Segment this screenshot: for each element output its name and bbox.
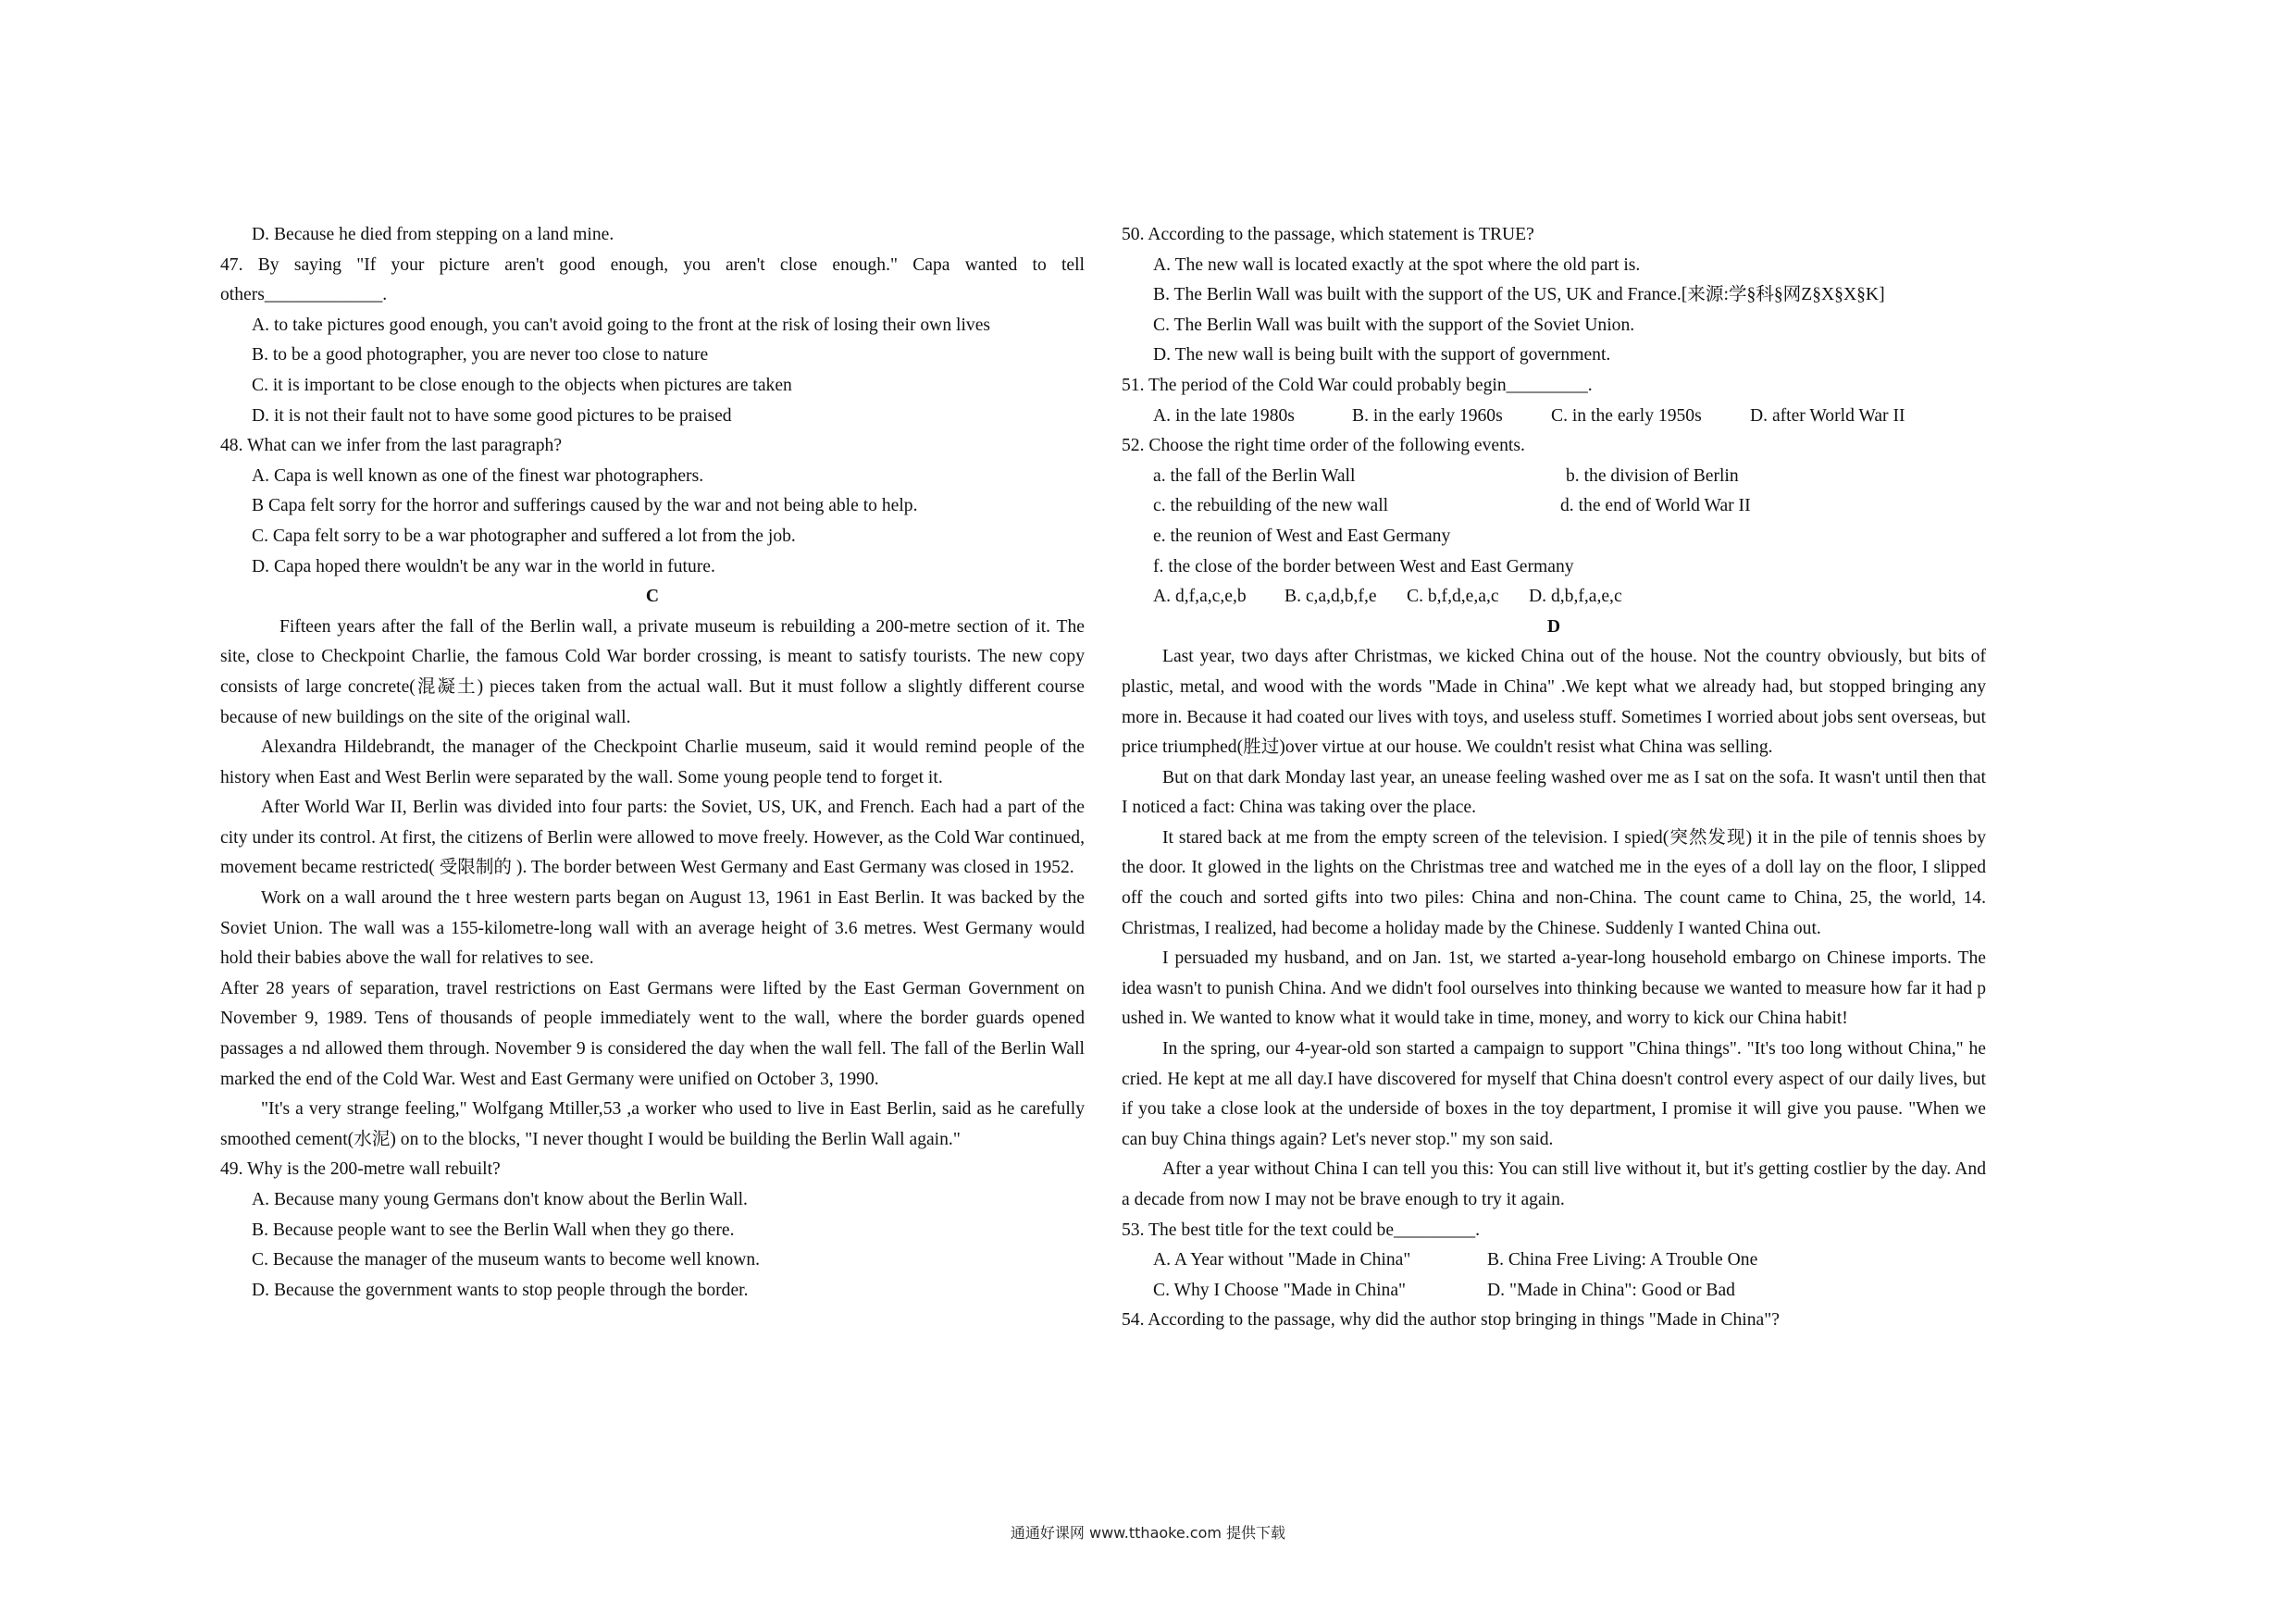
section-d-heading: D: [1546, 616, 1561, 637]
passage-d-paragraph-1: Last year, two days after Christmas, we kicked China out of the house. Not the country obviously, but bits of plastic, metal, and wood with the words "Made in China" .We kept what we already had, but stopped bringing any more in. Because it had coated our lives with toys, and useless stuff. Sometimes I worried about jobs sent overseas, but price triumphed(胜过)over virtue at our house. We couldn't resist what China was selling.: [1122, 647, 1986, 758]
q51-option-c: C. in the early 1950s: [1551, 405, 1702, 426]
q49-option-d: D. Because the government wants to stop people through the border.: [252, 1280, 749, 1300]
q48-option-d: D. Capa hoped there wouldn't be any war in the world in future.: [252, 556, 715, 576]
passage-c-paragraph-6: "It's a very strange feeling," Wolfgang Mtiller,53 ,a worker who used to live in East Berlin, said as he carefully smoothed cement(水泥) on to the blocks, "I never thought I would be building the Berlin Wall again.": [220, 1099, 1085, 1149]
q52-event-f: f. the close of the border between West and East Germany: [1153, 556, 1574, 576]
question-47: 47. By saying "If your picture aren't good enough, you aren't close enough." Capa wanted to tell others_____________.: [220, 254, 1085, 305]
q52-event-b: b. the division of Berlin: [1566, 465, 1739, 486]
q48-option-b: B Capa felt sorry for the horror and sufferings caused by the war and not being able to help.: [252, 496, 918, 516]
right-column: [1122, 220, 1986, 1336]
q51-options: [1122, 402, 1986, 432]
section-c-heading: C: [645, 587, 660, 607]
question-48: 48. What can we infer from the last paragraph?: [220, 436, 563, 456]
q49-option-a: A. Because many young Germans don't know about the Berlin Wall.: [252, 1190, 748, 1209]
passage-d-paragraph-6: After a year without China I can tell you this: You can still live without it, but it's getting costlier by the day. And a decade from now I may not be brave enough to try it again.: [1122, 1159, 1986, 1209]
q50-option-a: A. The new wall is located exactly at the spot where the old part is.: [1153, 254, 1641, 275]
question-54: 54. According to the passage, why did the author stop bringing in things "Made in China"?: [1122, 1310, 1780, 1331]
q49-option-c: C. Because the manager of the museum wants to become well known.: [252, 1250, 761, 1270]
q47-option-a: A. to take pictures good enough, you can't avoid going to the front at the risk of losing their own lives: [252, 315, 991, 335]
q52-option-c: C. b,f,d,e,a,c: [1407, 587, 1499, 607]
q51-option-a: A. in the late 1980s: [1153, 405, 1295, 426]
q52-events-row-1: [1122, 462, 1986, 492]
page-footer: 通通好课网 www.tthaoke.com 提供下载: [1010, 1524, 1286, 1542]
q49-option-b: B. Because people want to see the Berlin Wall when they go there.: [252, 1220, 735, 1240]
passage-d-paragraph-5: In the spring, our 4-year-old son started a campaign to support "China things". "It's too long without China," he cried. He kept at me all day.I have discovered for myself that China doesn't control every aspect of our daily lives, but if you take a close look at the underside of boxes in the toy department, I promise it will give you pause. "When we can buy China things again? Let's never stop." my son said.: [1122, 1039, 1986, 1149]
passage-d-paragraph-4: I persuaded my husband, and on Jan. 1st, we started a-year-long household embargo on Chinese imports. The idea wasn't to punish China. And we didn't fool ourselves into thinking because we wanted to measure how far it had p ushed in. We wanted to know what it would take in time, money, and worry to kick our China habit!: [1122, 948, 1986, 1029]
q48-option-c: C. Capa felt sorry to be a war photographer and suffered a lot from the job.: [252, 526, 796, 546]
q52-option-d: D. d,b,f,a,e,c: [1529, 587, 1622, 607]
question-50: 50. According to the passage, which statement is TRUE?: [1122, 225, 1534, 244]
q47-option-c: C. it is important to be close enough to the objects when pictures are taken: [252, 375, 792, 395]
q52-event-a: a. the fall of the Berlin Wall: [1153, 465, 1356, 486]
q50-option-d: D. The new wall is being built with the support of government.: [1153, 345, 1611, 365]
q52-option-a: A. d,f,a,c,e,b: [1153, 587, 1247, 607]
q53-option-d: D. "Made in China": Good or Bad: [1487, 1280, 1735, 1300]
q53-option-b: B. China Free Living: A Trouble One: [1487, 1250, 1758, 1270]
q53-option-a: A. A Year without "Made in China": [1153, 1250, 1411, 1270]
passage-d-paragraph-3: It stared back at me from the empty screen of the television. I spied(突然发现) it in the pile of tennis shoes by the door. It glowed in the lights on the Christmas tree and watched me in the eyes of a doll lay on the floor, I slipped off the couch and sorted gifts into two piles: China and non-China. The count came to China, 25, the world, 14. Christmas, I realized, had become a holiday made by the Chinese. Suddenly I wanted China out.: [1122, 827, 1986, 938]
q53-option-c: C. Why I Choose "Made in China": [1153, 1280, 1407, 1300]
q46-option-d: D. Because he died from stepping on a land mine.: [252, 225, 614, 244]
passage-c-paragraph-1: Fifteen years after the fall of the Berlin wall, a private museum is rebuilding a 200-metre section of it. The site, close to Checkpoint Charlie, the famous Cold War border crossing, is meant to satisfy tourists. The new copy consists of large concrete(混凝土) pieces taken from the actual wall. But it must follow a slightly different course because of new buildings on the site of the original wall.: [220, 616, 1085, 727]
q52-event-e: e. the reunion of West and East Germany: [1153, 526, 1451, 546]
question-51: 51. The period of the Cold War could probably begin_________.: [1122, 375, 1593, 395]
q52-event-c: c. the rebuilding of the new wall: [1153, 496, 1389, 516]
q48-option-a: A. Capa is well known as one of the finest war photographers.: [252, 465, 704, 486]
left-column: [220, 220, 1085, 1306]
q51-option-b: B. in the early 1960s: [1352, 405, 1503, 426]
q51-option-d: D. after World War II: [1750, 405, 1905, 426]
passage-c-paragraph-4: Work on a wall around the t hree western parts began on August 13, 1961 in East Berlin. It was backed by the Soviet Union. The wall was a 155-kilometre-long wall with an average height of 3.6 metres. West Germany would hold their babies above the wall for relatives to see.: [220, 888, 1085, 969]
q52-options: [1122, 582, 1986, 613]
q50-option-b: B. The Berlin Wall was built with the support of the US, UK and France.[来源:学§科§网Z§X§X§K]: [1153, 285, 1885, 305]
q53-options-row-2: [1122, 1276, 1986, 1307]
passage-d-paragraph-2: But on that dark Monday last year, an unease feeling washed over me as I sat on the sofa. It wasn't until then that I noticed a fact: China was taking over the place.: [1122, 767, 1986, 818]
question-52: 52. Choose the right time order of the following events.: [1122, 436, 1525, 456]
q50-option-c: C. The Berlin Wall was built with the support of the Soviet Union.: [1153, 315, 1635, 335]
question-53: 53. The best title for the text could be_________.: [1122, 1220, 1481, 1240]
q47-option-d: D. it is not their fault not to have some good pictures to be praised: [252, 405, 732, 426]
passage-c-paragraph-5: After 28 years of separation, travel restrictions on East Germans were lifted by the East German Government on November 9, 1989. Tens of thousands of people immediately went to the wall, where the border guards opened passages a nd allowed them through. November 9 is considered the day when the wall fell. The fall of the Berlin Wall marked the end of the Cold War. West and East Germany were unified on October 3, 1990.: [220, 978, 1085, 1089]
q52-events-row-2: [1122, 491, 1986, 522]
q52-event-d: d. the end of World War II: [1560, 496, 1751, 516]
q52-option-b: B. c,a,d,b,f,e: [1285, 587, 1377, 607]
question-49: 49. Why is the 200-metre wall rebuilt?: [220, 1159, 501, 1180]
passage-c-paragraph-3: After World War II, Berlin was divided into four parts: the Soviet, US, UK, and French. Each had a part of the city under its control. At first, the citizens of Berlin were allowed to move freely. However, as the Cold War continued, movement became restricted( 受限制的 ). The border between West Germany and East Germany was closed in 1952.: [220, 798, 1085, 878]
passage-c-paragraph-2: Alexandra Hildebrandt, the manager of the Checkpoint Charlie museum, said it would remind people of the history when East and West Berlin were separated by the wall. Some young people tend to forget it.: [220, 737, 1085, 787]
q47-option-b: B. to be a good photographer, you are never too close to nature: [252, 345, 709, 365]
q53-options-row-1: [1122, 1245, 1986, 1276]
